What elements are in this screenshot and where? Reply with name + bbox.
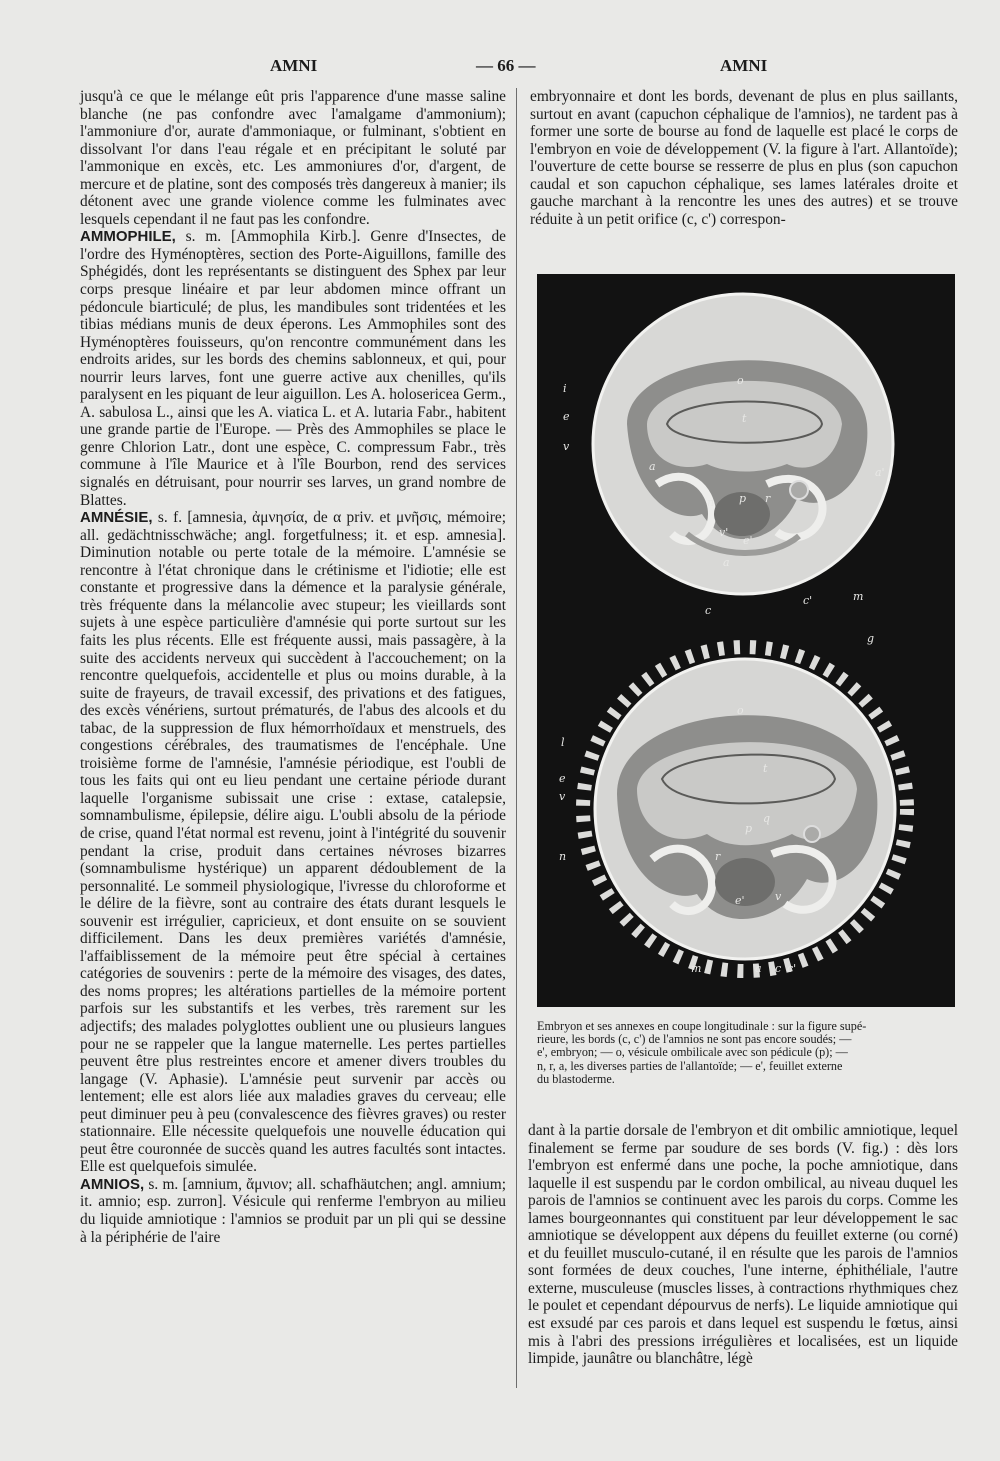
upper-allantois-bud bbox=[790, 481, 808, 499]
headword-amnios: AMNIOS, bbox=[80, 1175, 145, 1193]
running-header bbox=[0, 56, 1000, 82]
upper-embryo-diagram bbox=[593, 294, 893, 594]
caption-line: du blastoderme. bbox=[537, 1071, 615, 1086]
right-column-top bbox=[530, 88, 958, 228]
label-upper-n: n bbox=[707, 496, 715, 509]
column-divider bbox=[516, 88, 517, 1388]
label-upper-t: t bbox=[742, 412, 747, 425]
label-lower-e: e bbox=[559, 772, 566, 785]
label-lower-p: q bbox=[763, 812, 771, 825]
definition-ammophile: s. m. [Ammophila Kirb.]. Genre d'Insectes, de l'ordre des Hyménoptères, section des Porte-Aiguillons, famille des Sphégidés, dont les représentants se distinguent des Sphex par leur corps presque linéaire et par leur abdomen mince offrant un pédoncule biarticulé; de plus, les mandibules sont tridentées et les tibias médians munis de deux éperons. Les Ammophiles sont des Hyménoptères fouisseurs, qu'on rencontre communément dans les endroits arides, sur les bords des chemins sablonneux, et qui, pour nourrir leurs larves, font une guerre active aux chenilles, qu'ils paralysent en les piquant de leur aiguillon. Les A. holosericea Germ., A. sabulosa L., ainsi que les A. viatica L. et A. lutaria Fabr., habitent une grande partie de l'Europe. — Près des Ammophiles se place le genre Chlorion Latr., dont une espèce, C. compressum Fabr., très commune à l'île Maurice et à l'île Bourbon, rend des services signalés en détruisant, pour nourrir ses larves, un grand nombre de Blattes. bbox=[80, 228, 506, 509]
label-lower-v-prime: v bbox=[775, 890, 782, 903]
caption-line: Embryon et ses annexes en coupe longitudinale : sur la figure supé- bbox=[537, 1019, 867, 1033]
paragraph-ombilic-amniotique: dant à la partie dorsale de l'embryon et dit ombilic amniotique, lequel finalement se ferme par soudure de ses bords (V. fig.) : dès lors l'embryon est enfermé dans une poche, la poche amniotique, dans laquelle il est suspendu par le cordon ombilical, au niveau duquel les parois de l'amnios se continuent avec les parois du corps. Comme les lames bourgeonnantes qui constituent par leur développement le sac amniotique se développent aux dépens du feuillet externe (ou corné) et du feuillet musculo-cutané, il en résulte que les parois de l'amnios sont formées de deux couches, l'une interne, éphithéliale, l'autre externe, musculeuse (muscles lisses, à contractions rhythmiques chez le poulet et cependant dépourvus de nerfs). Le liquide amniotique qui est exsudé par ces parois et dans lequel est suspendu le fœtus, ainsi mis à l'abri des pressions irrégulières et localisées, est un liquide limpide, jaunâtre ou blanchâtre, légè bbox=[528, 1122, 958, 1368]
figure-caption bbox=[537, 1020, 957, 1086]
label-lower-t: t bbox=[763, 762, 768, 775]
embryo-illustration bbox=[537, 274, 955, 1007]
label-upper-c: c bbox=[705, 604, 712, 617]
lower-allantois-bud bbox=[804, 826, 820, 842]
label-upper-a: a bbox=[649, 460, 656, 473]
label-upper-v: v bbox=[563, 440, 570, 453]
label-upper-p: p bbox=[739, 492, 747, 505]
label-lower-g: g bbox=[867, 632, 875, 645]
label-upper-o: o bbox=[737, 374, 744, 387]
label-lower-v: v bbox=[559, 790, 566, 803]
left-column bbox=[80, 88, 506, 1246]
label-lower-n: r bbox=[715, 850, 721, 863]
page-number: — 66 — bbox=[476, 56, 536, 75]
definition-amnios: s. m. [amnium, ἄμνιον; all. schafhäutchen; angl. amnium; it. amnio; esp. zurron]. Vésicule qui renferme l'embryon au milieu du liquide amniotique : l'amnios se produit par un pli qui se dessine à la périphérie de l'aire bbox=[80, 1175, 506, 1246]
header-left: AMNI bbox=[270, 56, 318, 75]
label-lower-c-prime: c' bbox=[787, 962, 797, 975]
label-upper-e-prime: e' bbox=[743, 534, 753, 547]
label-upper-r: r bbox=[765, 492, 771, 505]
definition-amnesie: s. f. [amnesia, ἀμνησία, de α priv. et μνῆσις, mémoire; all. gedächtnisschwäche; angl. forgetfulness; it. et esp. amnesia]. Diminution notable ou perte totale de la mémoire. L'amnésie se rencontre à l'état chronique dans le crétinisme et l'idiotie; elle est constante et progressive dans la démence et la paralysie générale, très fréquente dans la mélancolie avec stupeur; les vieillards sont sujets à une espèce particulière d'amnésie qui porte surtout sur les faits les plus récents. Elle est fréquente aussi, mais passagère, à la suite des accidents nerveux qui succèdent à l'accouchement; on la rencontre quelquefois, accidentelle et plus ou moins durable, à la suite de frayeurs, de travail excessif, des privations et des fatigues, des excès vénériens, surtout prématurés, de l'abus des alcools et du tabac, de la suppression de flux hémorrhoïdaux et menstruels, des congestions cérébrales, des traumatismes de l'encéphale. Une troisième forme de l'amnésie, l'amnésie périodique, est l'oubli de tous les faits qui ont eu lieu pendant une certaine période durant laquelle l'organisme subissait une crise : extase, catalepsie, somnambulisme, épilepsie, délire aigu. L'oubli absolu de la période de crise, quand l'état normal est revenu, joint à l'intégrité du souvenir pendant la crise, produit dans certaines névroses bizarres (somnambulisme hystérique) un apparent dédoublement de la personnalité. Le sommeil physiologique, l'ivresse du chloroforme et le délire de la fièvre, sont au contraire des états durant lesquels le souvenir est irrégulier, capricieux, et dont ensuite on se souvient difficilement. Dans les deux premières variétés d'amnésie, l'affaiblissement de la mémoire peut être spécial à certaines catégories de souvenirs : perte de la mémoire des visages, des dates, des noms propres; les altérations partielles de la mémoire portent parfois sur les substantifs et les verbes, très rarement sur les adjectifs; des malades polyglottes oublient une ou plusieurs langues pour ne se rappeler que la langue maternelle. Les pertes partielles peuvent être plus restreintes encore et amener divers troubles du langage (V. Aphasie). L'amnésie peut survenir par accès ou lentement; elle est alors liée aux maladies graves du cerveau; elle peut diminuer peu à peu (convalescence des fièvres graves) ou rester stationnaire. Elle nécessite quelquefois une nouvelle éducation qui peut être couronnée de succès quand les autres facultés sont intactes. Elle est quelquefois simulée. bbox=[80, 509, 506, 1176]
label-lower-o: o bbox=[737, 704, 744, 717]
entry-ammophile bbox=[80, 228, 506, 509]
headword-ammophile: AMMOPHILE, bbox=[80, 228, 176, 246]
label-upper-c-prime: c' bbox=[803, 594, 813, 607]
label-lower-c: c bbox=[775, 962, 782, 975]
paragraph-ammoniures: jusqu'à ce que le mélange eût pris l'apparence d'une masse saline blanche (ne pas confondre avec l'amalgame d'ammonium); l'ammoniure d'or, aurate d'ammoniaque, or fulminant, s'obtient en dissolvant l'or dans l'eau régale et en précipitant le soluté par l'ammonique en excès, etc. Les ammoniures d'or, d'argent, de mercure et de platine, sont des composés très dangereux à manier; ils détonent avec une grande violence comme les fulminates avec lesquels cependant il ne faut pas les confondre. bbox=[80, 88, 506, 228]
label-upper-e: e bbox=[563, 410, 570, 423]
label-upper-m: m bbox=[853, 590, 864, 603]
paragraph-amnios-continued: embryonnaire et dont les bords, devenant de plus en plus saillants, surtout en avant (capuchon céphalique de l'amnios), ne tardent pas à former une sorte de bourse au fond de laquelle est placé le corps de l'embryon en voie de développement (V. la figure à l'art. Allantoïde); l'ouverture de cette bourse se resserre de plus en plus (son capuchon caudal et son capuchon céphalique, ses lames latérales droite et gauche marchant à la rencontre les unes des autres) et se trouve réduite à un petit orifice (c, c') correspon- bbox=[530, 88, 958, 228]
label-lower-m: m bbox=[691, 962, 702, 975]
label-lower-q: n bbox=[559, 850, 567, 863]
lower-embryo-diagram bbox=[583, 647, 907, 971]
label-upper-i: i bbox=[563, 382, 567, 395]
entry-amnios bbox=[80, 1176, 506, 1246]
label-upper-a-bottom: a bbox=[723, 556, 730, 569]
headword-amnesie: AMNÉSIE, bbox=[80, 509, 153, 527]
entry-amnesie bbox=[80, 509, 506, 1176]
embryo-figure bbox=[537, 274, 955, 1007]
caption-line: n, r, a, les diverses parties de l'allantoïde; — e', feuillet externe bbox=[537, 1058, 843, 1073]
header-right: AMNI bbox=[720, 56, 768, 75]
lower-embryo-body bbox=[715, 858, 775, 906]
label-lower-l: l bbox=[561, 736, 565, 749]
right-column-bottom bbox=[528, 1122, 958, 1368]
label-lower-a: a bbox=[755, 962, 762, 975]
caption-line: rieure, les bords (c, c') de l'amnios ne sont pas encore soudés; — bbox=[537, 1032, 852, 1047]
label-lower-e-prime: e' bbox=[735, 894, 745, 907]
label-lower-r: p bbox=[745, 822, 753, 835]
label-upper-a-prime: a' bbox=[875, 466, 885, 479]
upper-yolk-sac bbox=[647, 381, 842, 472]
caption-line: e', embryon; — o, vésicule ombilicale avec son pédicule (p); — bbox=[537, 1045, 848, 1060]
label-upper-v-prime: v' bbox=[719, 526, 729, 539]
